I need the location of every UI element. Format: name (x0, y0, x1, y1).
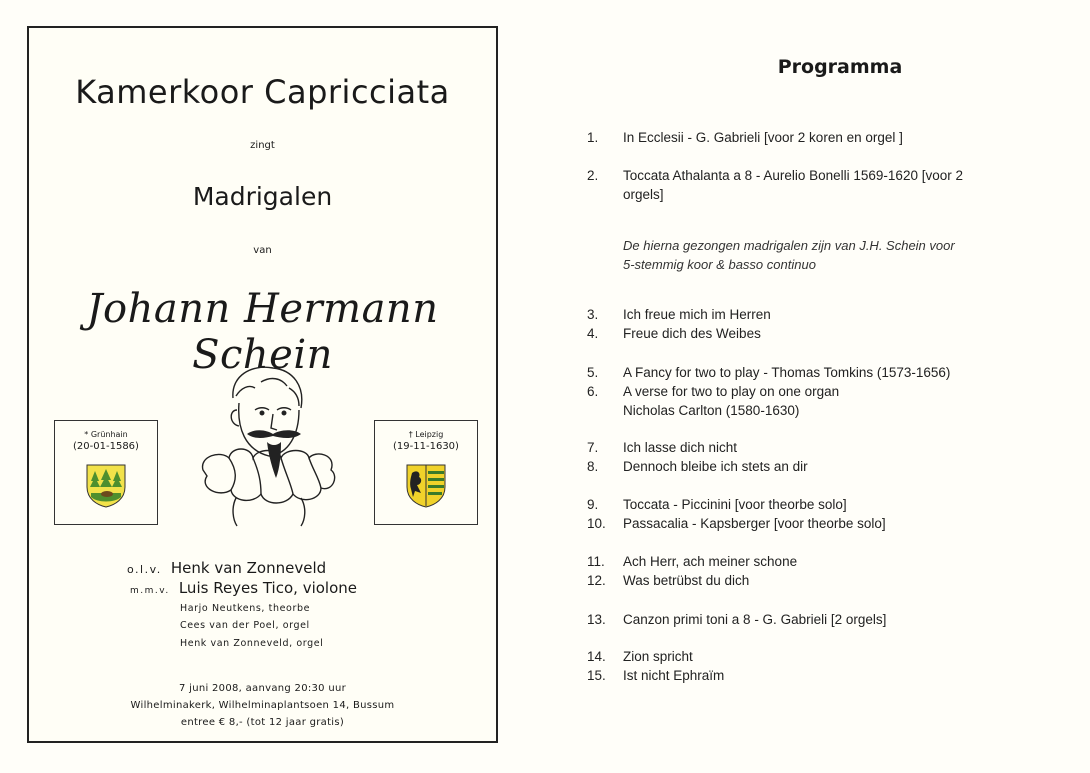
item-number: 8. (587, 459, 599, 474)
work-title: Madrigalen (192, 182, 333, 211)
item-number: 2. (587, 168, 599, 183)
musician-line: Harjo Neutkens, theorbe (180, 603, 311, 614)
item-number: 9. (587, 497, 599, 512)
item-text: Zion spricht (623, 649, 693, 664)
death-date: (19-11-1630) (393, 441, 459, 452)
conductor-row (127, 558, 326, 577)
item-text: Toccata Athalanta a 8 - Aurelio Bonelli 1569-1620 [voor 2 (623, 168, 963, 183)
item-text: Passacalia - Kapsberger [voor theorbe solo] (623, 516, 886, 531)
musician-line: Cees van der Poel, orgel (180, 620, 310, 631)
item-text: Nicholas Carlton (1580-1630) (623, 403, 800, 418)
event-venue: Wilhelminakerk, Wilhelminaplantsoen 14, Bussum (130, 700, 395, 711)
item-number: 5. (587, 365, 599, 380)
item-number: 1. (587, 130, 599, 145)
item-text: Dennoch bleibe ich stets an dir (623, 459, 808, 474)
item-text: Ist nicht Ephraïm (623, 668, 725, 683)
item-number: 15. (587, 668, 606, 683)
event-date-time: 7 juni 2008, aanvang 20:30 uur (178, 683, 347, 694)
soloist-row (130, 578, 357, 597)
item-text: In Ecclesii - G. Gabrieli [voor 2 koren en orgel ] (623, 130, 903, 145)
item-text: Ich freue mich im Herren (623, 307, 771, 322)
item-number: 11. (587, 554, 605, 569)
programme-title: Programma (777, 56, 903, 78)
item-number: 3. (587, 307, 599, 322)
choir-name: Kamerkoor Capricciata (75, 73, 450, 111)
concert-poster (27, 26, 498, 743)
item-text: Ich lasse dich nicht (623, 440, 738, 455)
item-number: 10. (587, 516, 606, 531)
item-number: 7. (587, 440, 599, 455)
van-label: van (253, 245, 272, 256)
item-number: 4. (587, 326, 599, 341)
musician-line: Henk van Zonneveld, orgel (180, 638, 324, 649)
composer-name: Johann Hermann Schein (86, 286, 439, 378)
item-text: Was betrübst du dich (623, 573, 750, 588)
note-line: De hierna gezongen madrigalen zijn van J.H. Schein voor (623, 238, 955, 253)
item-text: A verse for two to play on one organ (623, 384, 840, 399)
death-place: † Leipzig (408, 430, 444, 439)
olv-prefix: o.l.v. (127, 563, 162, 576)
birth-crest-box (54, 420, 158, 525)
item-text: Canzon primi toni a 8 - G. Gabrieli [2 orgels] (623, 612, 887, 627)
item-text: orgels] (623, 187, 664, 202)
event-entrance: entree € 8,- (tot 12 jaar gratis) (180, 717, 345, 728)
death-crest-box (374, 420, 478, 525)
item-text: Ach Herr, ach meiner schone (623, 554, 798, 569)
item-number: 6. (587, 384, 599, 399)
item-text: Toccata - Piccinini [voor theorbe solo] (623, 497, 847, 512)
item-number: 14. (587, 649, 606, 664)
zingt-label: zingt (250, 140, 275, 151)
grunhain-coat-of-arms-icon (85, 463, 127, 509)
event-details (29, 680, 496, 731)
birth-place: * Grünhain (84, 430, 128, 439)
item-text: Freue dich des Weibes (623, 326, 761, 341)
item-number: 13. (587, 612, 606, 627)
item-text: A Fancy for two to play - Thomas Tomkins (1573-1656) (623, 365, 951, 380)
conductor-name: Henk van Zonneveld (170, 559, 327, 577)
programme-note (623, 237, 955, 274)
birth-date: (20-01-1586) (73, 441, 139, 452)
leipzig-coat-of-arms-icon (405, 463, 447, 509)
soloist-name: Luis Reyes Tico, violone (178, 579, 357, 597)
composer-portrait (181, 358, 351, 528)
mmv-prefix: m.m.v. (130, 586, 170, 596)
item-number: 12. (587, 573, 606, 588)
note-line: 5-stemmig koor & basso continuo (623, 256, 816, 272)
